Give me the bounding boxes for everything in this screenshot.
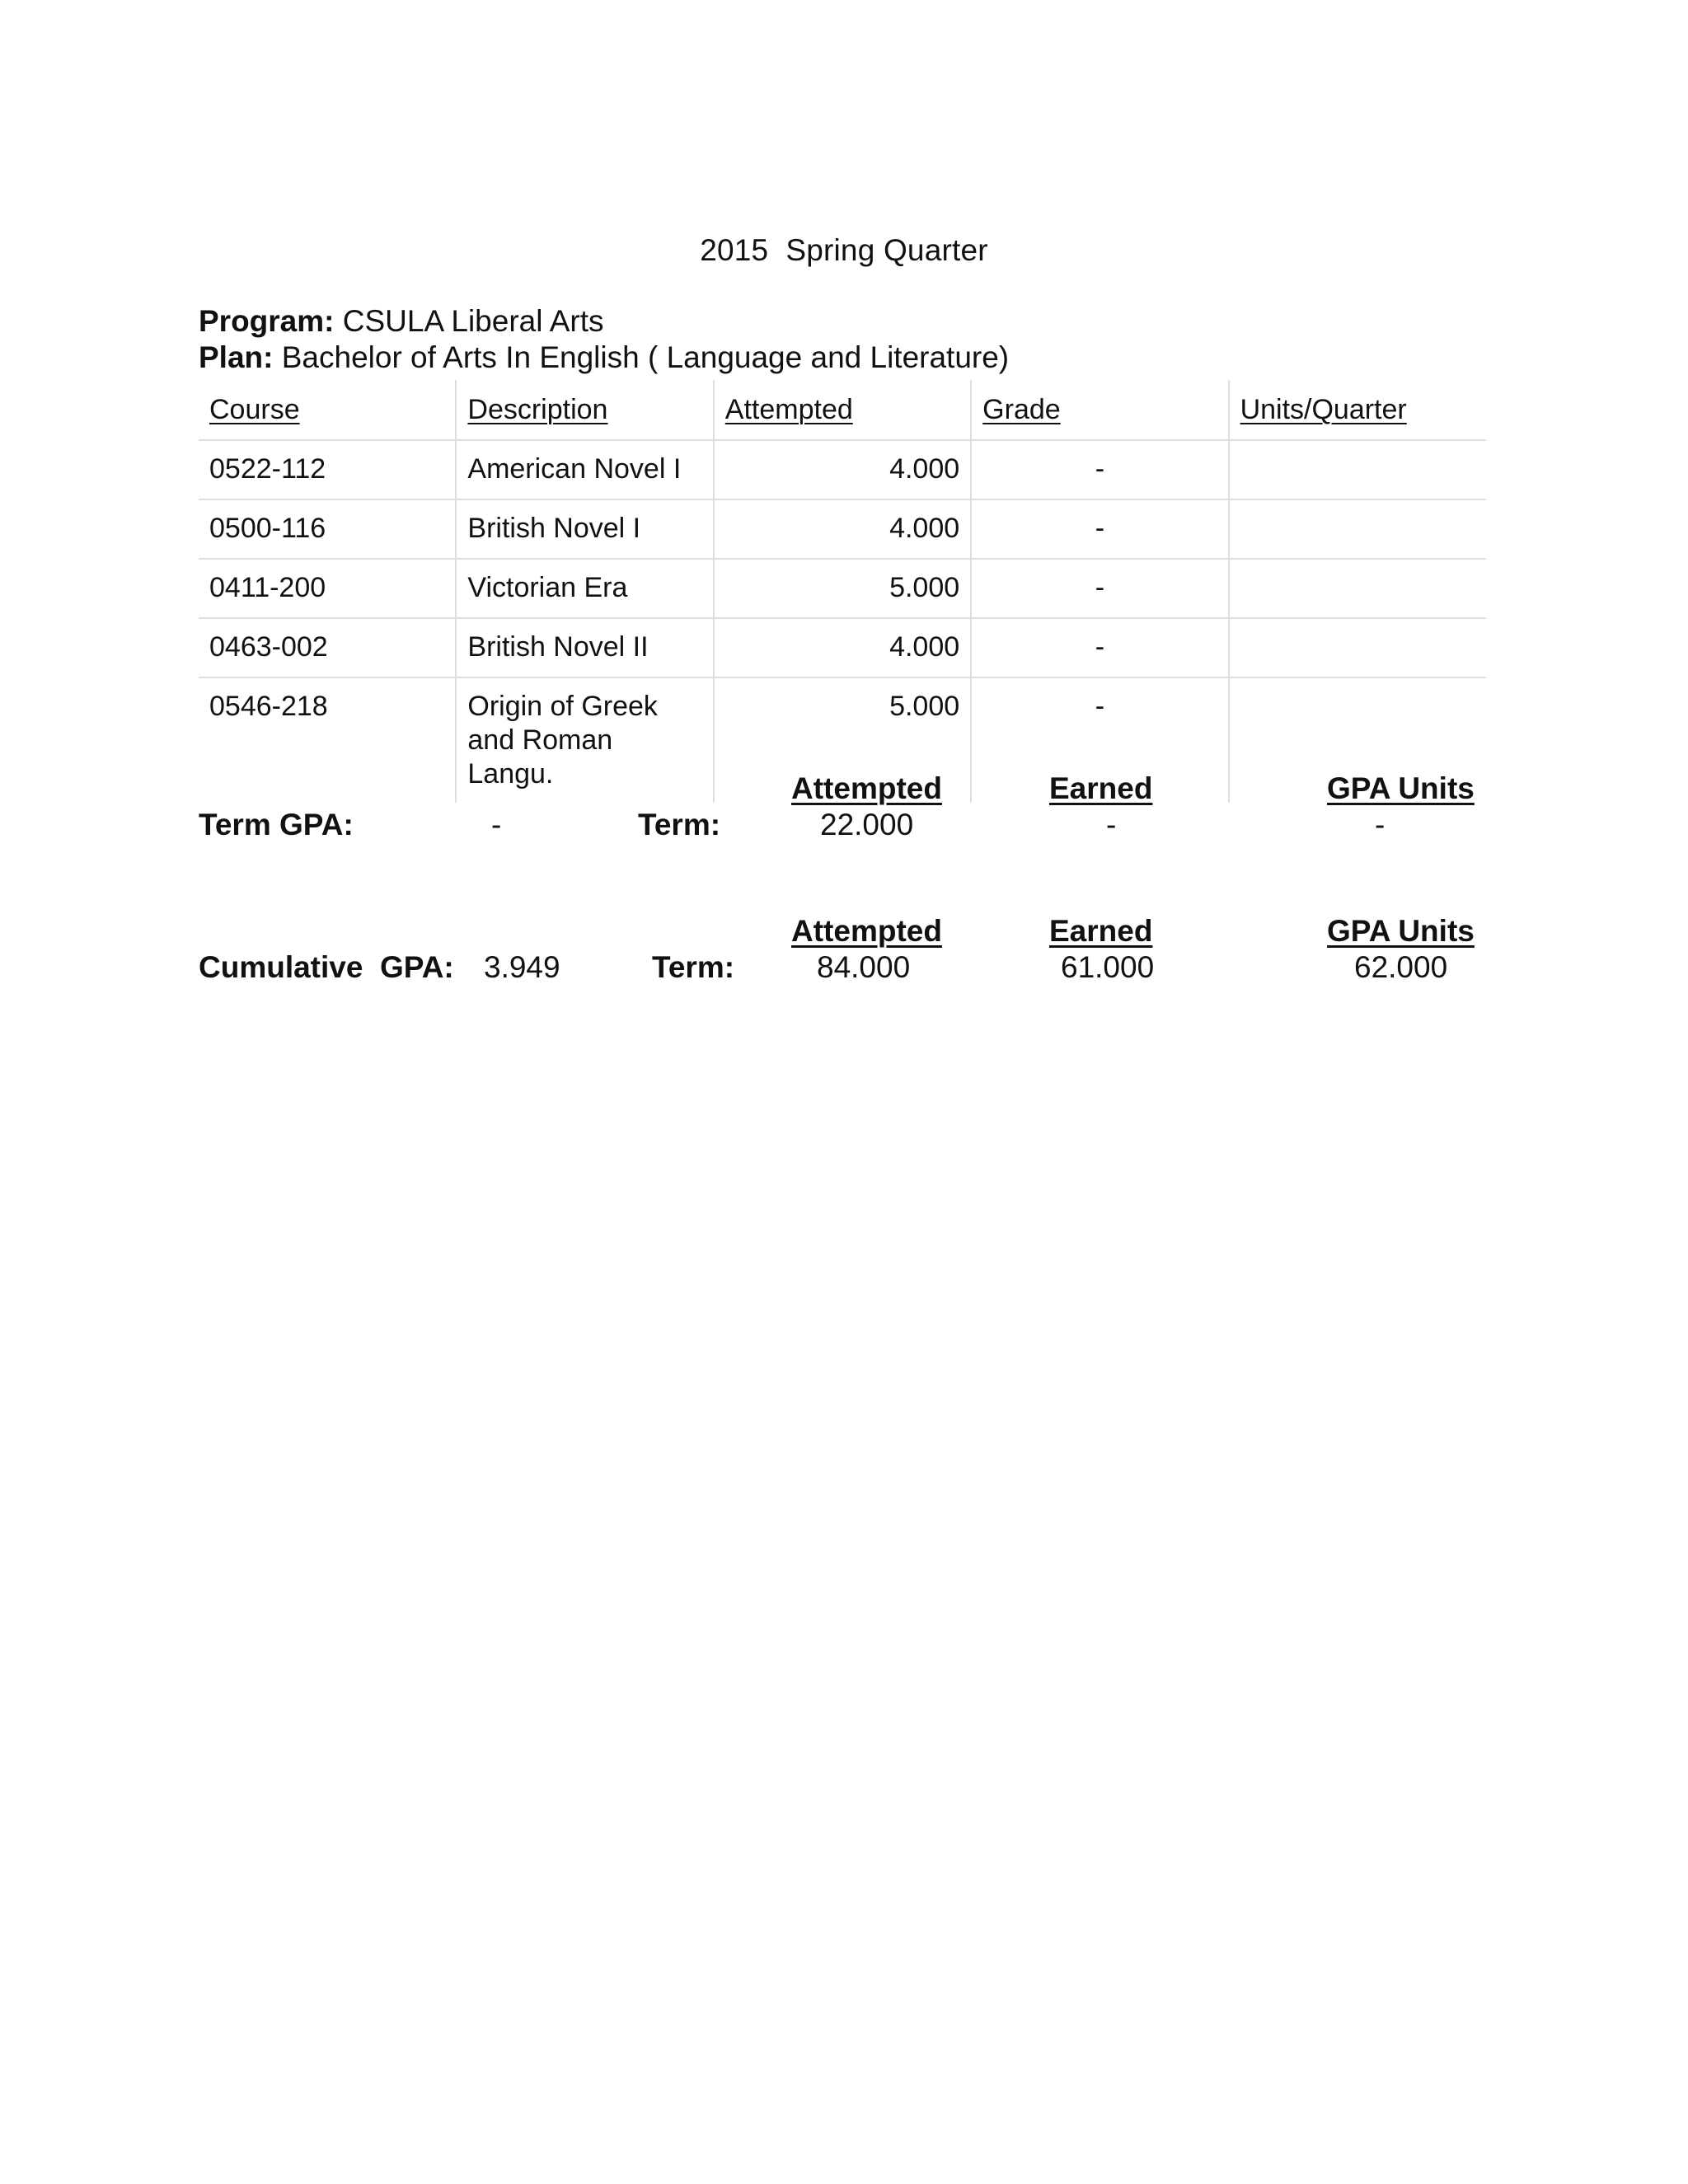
course-code: 0522-112 <box>199 440 456 499</box>
term-title <box>0 232 1688 269</box>
course-units <box>1229 499 1486 559</box>
term-attempted-header: Attempted <box>791 771 942 805</box>
course-code: 0546-218 <box>209 691 328 722</box>
course-attempted: 4.000 <box>714 618 971 677</box>
course-grade: - <box>971 618 1228 677</box>
term-attempted-value: 22.000 <box>820 808 914 841</box>
cumulative-attempted-header: Attempted <box>791 914 942 948</box>
term-earned-header: Earned <box>1049 771 1153 805</box>
cumulative-term-label: Term: <box>652 950 735 984</box>
course-description: British Novel I <box>456 499 713 559</box>
term-earned-value: - <box>1106 808 1117 841</box>
course-description: American Novel I <box>456 440 713 499</box>
plan-line <box>199 340 1009 376</box>
course-attempted: 5.000 <box>714 677 971 803</box>
program-label: Program: <box>199 304 335 338</box>
course-grade: - <box>971 440 1228 499</box>
header-course: Course <box>199 380 456 440</box>
course-grade: - <box>971 677 1228 803</box>
table-row <box>199 499 1486 559</box>
course-description: Victorian Era <box>456 559 713 618</box>
course-grade: - <box>971 559 1228 618</box>
cumulative-earned-header: Earned <box>1049 914 1153 948</box>
header-description: Description <box>456 380 713 440</box>
cumulative-earned-value: 61.000 <box>1061 950 1155 984</box>
plan-value: Bachelor of Arts In English ( Language and Literature) <box>281 340 1010 374</box>
term-label: Term: <box>638 808 721 841</box>
cumulative-gpa-value: 3.949 <box>484 950 560 984</box>
table-row <box>199 559 1486 618</box>
program-line <box>199 303 603 340</box>
course-attempted: 4.000 <box>714 499 971 559</box>
cumulative-gpa-label: Cumulative GPA: <box>199 950 454 984</box>
table-header-row <box>199 380 1486 440</box>
course-code: 0463-002 <box>199 618 456 677</box>
term-season: Spring Quarter <box>785 233 988 267</box>
term-gpa-value: - <box>491 808 502 841</box>
cumulative-attempted-value: 84.000 <box>817 950 911 984</box>
header-units-quarter: Units/Quarter <box>1229 380 1486 440</box>
term-gpa-label: Term GPA: <box>199 808 354 841</box>
term-gpa-units-header: GPA Units <box>1327 771 1475 805</box>
term-gpa-units-value: - <box>1375 808 1386 841</box>
term-year: 2015 <box>700 233 769 267</box>
program-value: CSULA Liberal Arts <box>342 304 604 338</box>
course-attempted: 4.000 <box>714 440 971 499</box>
cumulative-gpa-units-value: 62.000 <box>1354 950 1448 984</box>
course-description: Origin of Greek and Roman Langu. <box>456 677 713 803</box>
courses-table <box>199 380 1486 803</box>
course-code: 0500-116 <box>199 499 456 559</box>
course-units <box>1229 440 1486 499</box>
course-code: 0411-200 <box>199 559 456 618</box>
plan-label: Plan: <box>199 340 274 374</box>
course-description: British Novel II <box>456 618 713 677</box>
header-attempted: Attempted <box>714 380 971 440</box>
course-grade: - <box>971 499 1228 559</box>
course-attempted: 5.000 <box>714 559 971 618</box>
table-row <box>199 618 1486 677</box>
course-units <box>1229 618 1486 677</box>
cumulative-gpa-units-header: GPA Units <box>1327 914 1475 948</box>
table-row <box>199 440 1486 499</box>
course-units <box>1229 559 1486 618</box>
header-grade: Grade <box>971 380 1228 440</box>
